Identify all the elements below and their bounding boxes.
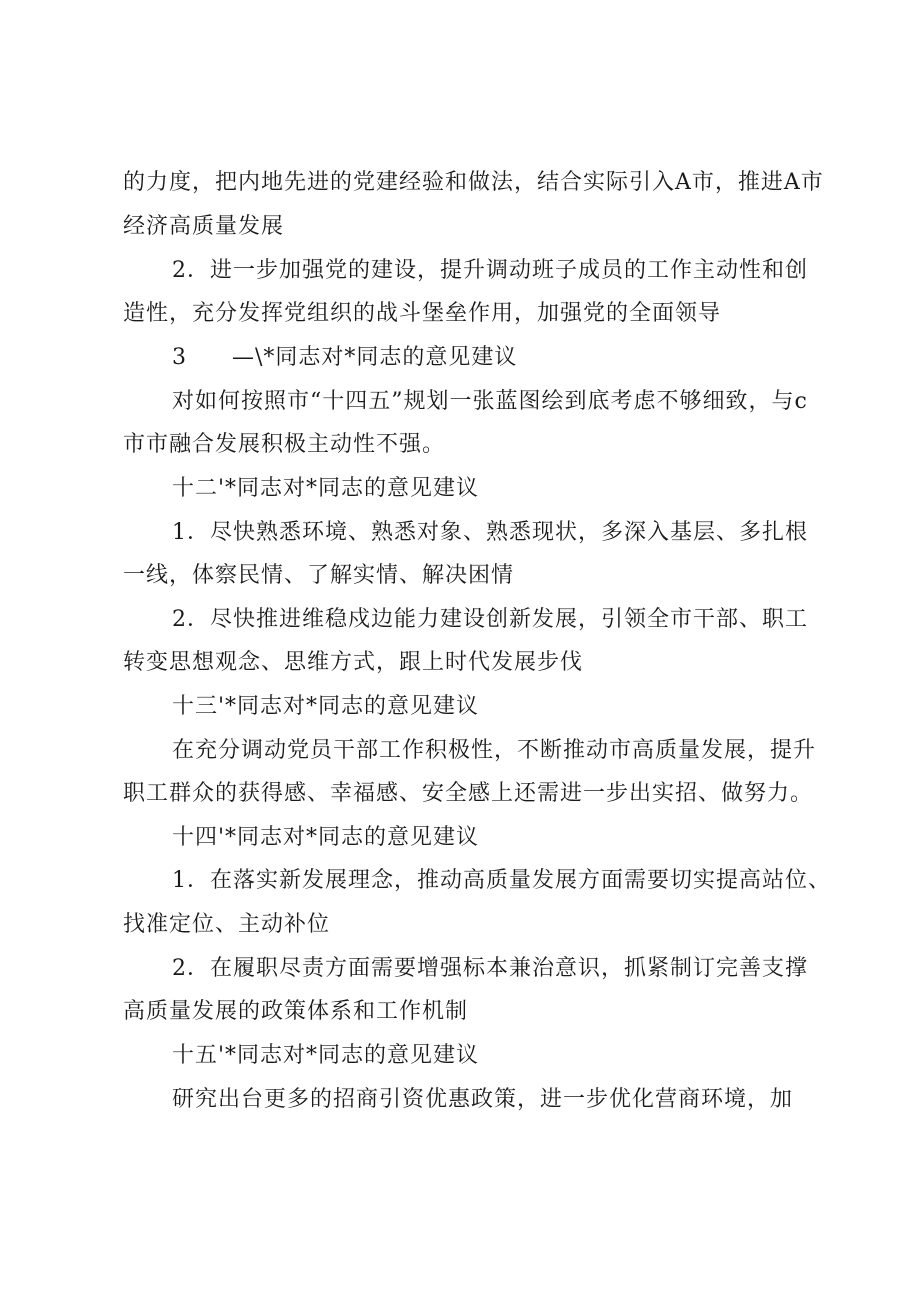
section-number: 3 — [172, 345, 186, 370]
paragraph-line: 市市融合发展积极主动性不强。 — [123, 432, 446, 457]
paragraph-line: 对如何按照市“十四五”规划一张蓝图绘到底考虑不够细致，与c — [172, 389, 808, 414]
paragraph-line: 一线，体察民情、了解实情、解决困情 — [123, 563, 515, 588]
paragraph-line: 研究出台更多的招商引资优惠政策，进一步优化营商环境，加 — [172, 1087, 794, 1112]
section-heading: 十四'*同志对*同志的意见建议 — [172, 825, 480, 850]
list-item-line: 1．尽快熟悉环境、熟悉对象、熟悉现状，多深入基层、多扎根 — [172, 520, 808, 545]
paragraph-line: 造性，充分发挥党组织的战斗堡垒作用，加强党的全面领导 — [123, 301, 722, 326]
list-item-line: 2．进一步加强党的建设，提升调动班子成员的工作主动性和创 — [172, 258, 808, 283]
paragraph-line: 的力度，把内地先进的党建经验和做法，结合实际引入A市，推进A市 — [123, 170, 824, 195]
paragraph-line: 职工群众的获得感、幸福感、安全感上还需进一步出实招、做努力。 — [123, 781, 814, 806]
section-heading: —\*同志对*同志的意见建议 — [232, 345, 518, 370]
paragraph-line: 在充分调动党员干部工作积极性，不断推动市高质量发展，提升 — [172, 738, 817, 763]
section-heading: 十三'*同志对*同志的意见建议 — [172, 694, 480, 719]
paragraph-line: 找准定位、主动补位 — [123, 912, 331, 937]
list-item-line: 2．尽快推进维稳戍边能力建设创新发展，引领全市干部、职工 — [172, 607, 808, 632]
section-heading: 十二'*同志对*同志的意见建议 — [172, 476, 480, 501]
paragraph-line: 高质量发展的政策体系和工作机制 — [123, 999, 469, 1024]
section-heading: 十五'*同志对*同志的意见建议 — [172, 1043, 480, 1068]
paragraph-line: 经济高质量发展 — [123, 214, 285, 239]
list-item-line: 1．在落实新发展理念，推动高质量发展方面需要切实提高站位、 — [172, 868, 831, 893]
list-item-line: 2．在履职尽责方面需要增强标本兼治意识，抓紧制订完善支撑 — [172, 956, 808, 981]
paragraph-line: 转变思想观念、思维方式，跟上时代发展步伐 — [123, 650, 584, 675]
